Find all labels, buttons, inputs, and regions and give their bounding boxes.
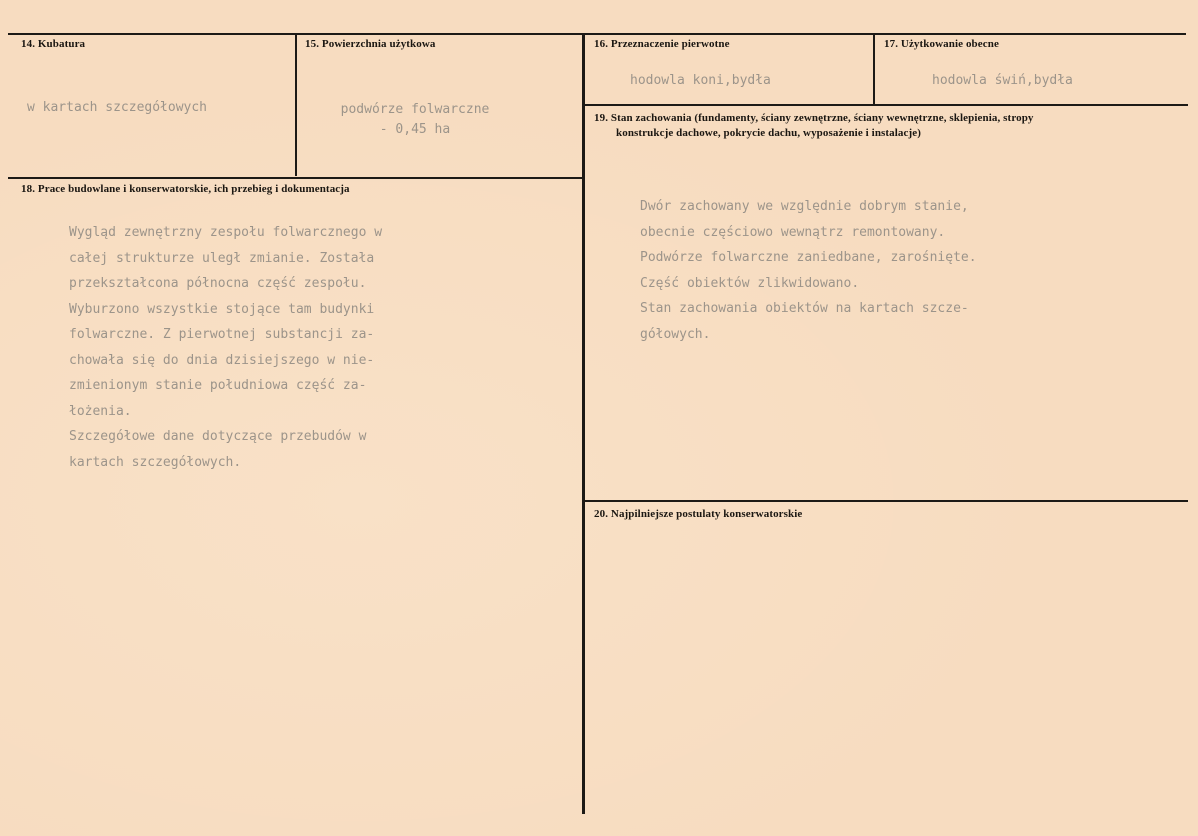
- field-15-value: [300, 100, 530, 140]
- text-line: Wygląd zewnętrzny zespołu folwarcznego w: [69, 225, 383, 240]
- text-line: zmienionym stanie południowa część za-: [69, 378, 367, 393]
- field-20-label: 20. Najpilniejsze postulaty konserwatorskie: [594, 508, 803, 520]
- text-line: obecnie częściowo wewnątrz remontowany.: [640, 224, 946, 240]
- text-line: Część obiektów zlikwidowano.: [640, 275, 860, 291]
- text-line: Szczegółowe dane dotyczące przebudów w: [69, 429, 367, 444]
- field-19-text: [640, 194, 977, 347]
- divider-under-14-15: [8, 177, 583, 179]
- field-15-label: 15. Powierzchnia użytkowa: [305, 38, 436, 50]
- text-line: całej strukturze uległ zmianie. Została: [69, 250, 375, 266]
- divider-19-20: [584, 500, 1188, 502]
- field-14-value: w kartach szczegółowych: [27, 100, 208, 115]
- text-line: Stan zachowania obiektów na kartach szcze-: [640, 301, 969, 316]
- field-14-label: 14. Kubatura: [21, 38, 86, 50]
- divider-16-17: [873, 34, 875, 105]
- top-border-line: [8, 33, 1186, 35]
- field-16-label: 16. Przeznaczenie pierwotne: [594, 38, 730, 50]
- field-19-label-line2: konstrukcje dachowe, pokrycie dachu, wyposażenie i instalacje): [616, 127, 922, 139]
- text-line: łożenia.: [69, 403, 132, 419]
- text-line: folwarczne. Z pierwotnej substancji za-: [69, 327, 375, 342]
- main-vertical-divider: [582, 34, 585, 814]
- field-18-text: [69, 220, 382, 475]
- field-15-value-line: - 0,45 ha: [379, 122, 451, 137]
- divider-under-16-17: [584, 104, 1188, 106]
- text-line: Podwórze folwarczne zaniedbane, zarośnięte.: [640, 250, 977, 265]
- field-18-label: 18. Prace budowlane i konserwatorskie, ich przebieg i dokumentacja: [21, 183, 350, 195]
- field-16-value: hodowla koni,bydła: [630, 73, 771, 88]
- field-15-value-line: podwórze folwarczne: [340, 102, 490, 117]
- text-line: Wyburzono wszystkie stojące tam budynki: [69, 301, 375, 317]
- text-line: gółowych.: [640, 326, 711, 342]
- field-19-label-line1: 19. Stan zachowania (fundamenty, ściany zewnętrzne, ściany wewnętrzne, sklepienia, stropy: [594, 112, 1034, 124]
- text-line: kartach szczegółowych.: [69, 454, 242, 470]
- text-line: Dwór zachowany we względnie dobrym stanie,: [640, 199, 969, 214]
- text-line: przekształcona północna część zespołu.: [69, 276, 367, 291]
- field-17-label: 17. Użytkowanie obecne: [884, 38, 999, 50]
- text-line: chowała się do dnia dzisiejszego w nie-: [69, 352, 375, 368]
- divider-14-15: [295, 34, 297, 176]
- field-17-value: hodowla świń,bydła: [932, 73, 1073, 88]
